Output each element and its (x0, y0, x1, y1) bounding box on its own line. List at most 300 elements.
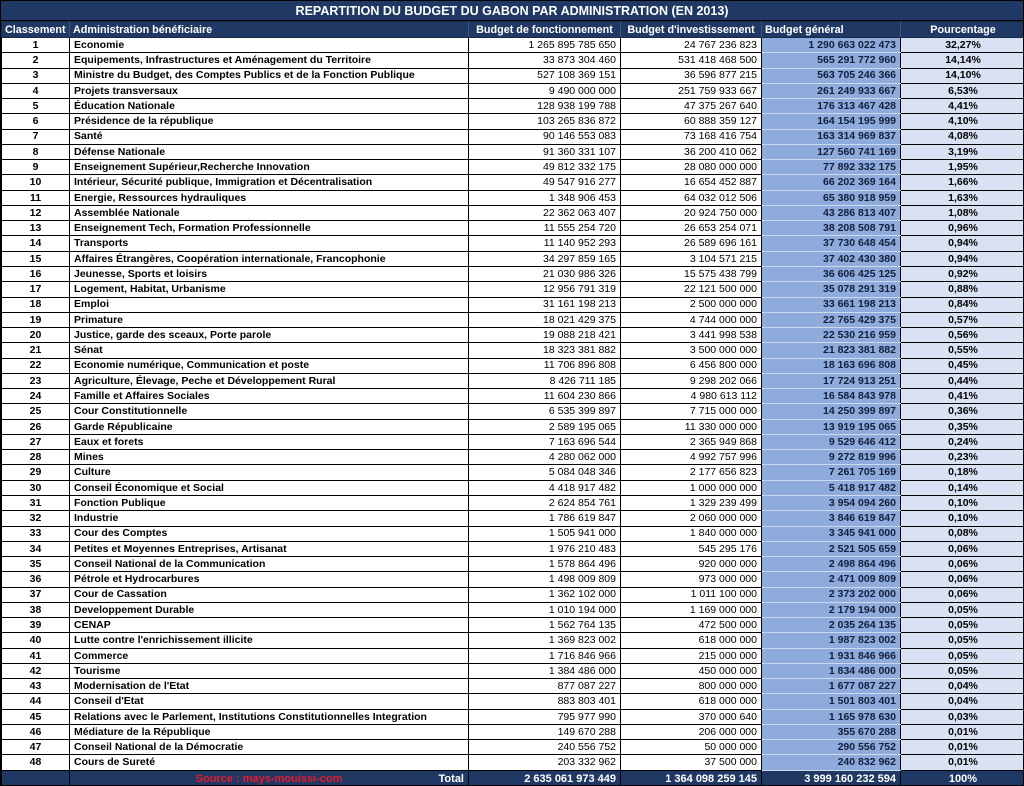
investissement-cell: 3 104 571 215 (621, 251, 762, 266)
table-header (2, 22, 1024, 38)
administration-cell: Energie, Ressources hydrauliques (70, 190, 469, 205)
pourcentage-cell: 32,27% (901, 38, 1024, 53)
investissement-cell: 47 375 267 640 (621, 99, 762, 114)
rank-cell: 37 (2, 587, 70, 602)
fonctionnement-cell: 1 348 906 453 (469, 190, 621, 205)
budget-general-cell: 22 530 216 959 (762, 328, 901, 343)
budget-general-cell: 5 418 917 482 (762, 480, 901, 495)
administration-cell: Conseil Économique et Social (70, 480, 469, 495)
budget-general-cell: 1 931 846 966 (762, 648, 901, 663)
pourcentage-cell: 1,08% (901, 205, 1024, 220)
budget-general-cell: 21 823 381 882 (762, 343, 901, 358)
table-row (2, 297, 1024, 312)
administration-cell: Eaux et forets (70, 434, 469, 449)
investissement-cell: 64 032 012 506 (621, 190, 762, 205)
table-row (2, 709, 1024, 724)
budget-general-cell: 35 078 291 319 (762, 282, 901, 297)
investissement-cell: 450 000 000 (621, 663, 762, 678)
investissement-cell: 26 653 254 071 (621, 221, 762, 236)
investissement-cell: 531 418 468 500 (621, 53, 762, 68)
investissement-cell: 1 169 000 000 (621, 602, 762, 617)
fonctionnement-cell: 22 362 063 407 (469, 205, 621, 220)
pourcentage-cell: 1,95% (901, 160, 1024, 175)
budget-general-cell: 18 163 696 808 (762, 358, 901, 373)
table-row (2, 129, 1024, 144)
budget-general-cell: 164 154 195 999 (762, 114, 901, 129)
rank-cell: 32 (2, 511, 70, 526)
pourcentage-cell: 0,84% (901, 297, 1024, 312)
investissement-cell: 472 500 000 (621, 618, 762, 633)
fonctionnement-cell: 2 624 854 761 (469, 495, 621, 510)
budget-general-cell: 2 035 264 135 (762, 618, 901, 633)
rank-cell: 48 (2, 755, 70, 770)
budget-general-cell: 9 529 646 412 (762, 434, 901, 449)
investissement-cell: 2 500 000 000 (621, 297, 762, 312)
administration-cell: Agriculture, Élevage, Peche et Développement Rural (70, 373, 469, 388)
investissement-cell: 73 168 416 754 (621, 129, 762, 144)
administration-cell: Présidence de la république (70, 114, 469, 129)
table-row (2, 434, 1024, 449)
table-row (2, 328, 1024, 343)
investissement-cell: 20 924 750 000 (621, 205, 762, 220)
pourcentage-cell: 0,03% (901, 709, 1024, 724)
pourcentage-cell: 0,36% (901, 404, 1024, 419)
administration-cell: Projets transversaux (70, 83, 469, 98)
budget-general-cell: 66 202 369 164 (762, 175, 901, 190)
rank-cell: 15 (2, 251, 70, 266)
administration-cell: Garde Républicaine (70, 419, 469, 434)
table-row (2, 251, 1024, 266)
rank-cell: 8 (2, 144, 70, 159)
pourcentage-cell: 0,94% (901, 236, 1024, 251)
rank-cell: 35 (2, 557, 70, 572)
administration-cell: Cour Constitutionnelle (70, 404, 469, 419)
investissement-cell: 3 500 000 000 (621, 343, 762, 358)
budget-general-cell: 261 249 933 667 (762, 83, 901, 98)
pourcentage-cell: 0,92% (901, 266, 1024, 281)
fonctionnement-cell: 527 108 369 151 (469, 68, 621, 83)
administration-cell: Relations avec le Parlement, Institutions Constitutionnelles Integration (70, 709, 469, 724)
table-row (2, 373, 1024, 388)
pourcentage-cell: 0,24% (901, 434, 1024, 449)
fonctionnement-cell: 18 323 381 882 (469, 343, 621, 358)
investissement-cell: 4 992 757 996 (621, 450, 762, 465)
investissement-cell: 215 000 000 (621, 648, 762, 663)
fonctionnement-cell: 1 265 895 785 650 (469, 38, 621, 53)
fonctionnement-cell: 12 956 791 319 (469, 282, 621, 297)
budget-general-cell: 37 402 430 380 (762, 251, 901, 266)
administration-cell: Pétrole et Hydrocarbures (70, 572, 469, 587)
budget-general-cell: 1 165 978 630 (762, 709, 901, 724)
fonctionnement-cell: 1 010 194 000 (469, 602, 621, 617)
administration-cell: Affaires Étrangères, Coopération internationale, Francophonie (70, 251, 469, 266)
administration-cell: Enseignement Tech, Formation Professionnelle (70, 221, 469, 236)
fonctionnement-cell: 49 547 916 277 (469, 175, 621, 190)
budget-general-cell: 563 705 246 366 (762, 68, 901, 83)
investissement-cell: 50 000 000 (621, 740, 762, 755)
rank-cell: 3 (2, 68, 70, 83)
investissement-cell: 3 441 998 538 (621, 328, 762, 343)
table-row (2, 205, 1024, 220)
pourcentage-cell: 0,45% (901, 358, 1024, 373)
table-row (2, 755, 1024, 770)
pourcentage-cell: 0,96% (901, 221, 1024, 236)
administration-cell: Economie (70, 38, 469, 53)
fonctionnement-cell: 11 604 230 866 (469, 389, 621, 404)
table-row (2, 648, 1024, 663)
investissement-cell: 4 980 613 112 (621, 389, 762, 404)
administration-cell: Primature (70, 312, 469, 327)
fonctionnement-cell: 883 803 401 (469, 694, 621, 709)
table-row (2, 602, 1024, 617)
pourcentage-cell: 14,10% (901, 68, 1024, 83)
budget-general-cell: 77 892 332 175 (762, 160, 901, 175)
investissement-cell: 22 121 500 000 (621, 282, 762, 297)
investissement-cell: 545 295 176 (621, 541, 762, 556)
fonctionnement-cell: 1 716 846 966 (469, 648, 621, 663)
investissement-cell: 9 298 202 066 (621, 373, 762, 388)
table-row (2, 99, 1024, 114)
budget-general-cell: 37 730 648 454 (762, 236, 901, 251)
rank-cell: 40 (2, 633, 70, 648)
investissement-cell: 206 000 000 (621, 724, 762, 739)
budget-general-cell: 16 584 843 978 (762, 389, 901, 404)
fonctionnement-cell: 18 021 429 375 (469, 312, 621, 327)
budget-general-cell: 3 345 941 000 (762, 526, 901, 541)
pourcentage-cell: 3,19% (901, 144, 1024, 159)
fonctionnement-cell: 49 812 332 175 (469, 160, 621, 175)
table-row (2, 114, 1024, 129)
rank-cell: 16 (2, 266, 70, 281)
table-row (2, 358, 1024, 373)
rank-cell: 6 (2, 114, 70, 129)
investissement-cell: 16 654 452 887 (621, 175, 762, 190)
table-row (2, 419, 1024, 434)
rank-cell: 2 (2, 53, 70, 68)
page-title: REPARTITION DU BUDGET DU GABON PAR ADMINISTRATION (EN 2013) (1, 1, 1023, 21)
table-row (2, 68, 1024, 83)
pourcentage-cell: 0,08% (901, 526, 1024, 541)
administration-cell: Modernisation de l'Etat (70, 679, 469, 694)
rank-cell: 46 (2, 724, 70, 739)
pourcentage-cell: 0,56% (901, 328, 1024, 343)
pourcentage-cell: 4,08% (901, 129, 1024, 144)
pourcentage-cell: 0,05% (901, 633, 1024, 648)
pourcentage-cell: 1,66% (901, 175, 1024, 190)
table-row (2, 572, 1024, 587)
administration-cell: Sénat (70, 343, 469, 358)
rank-cell: 41 (2, 648, 70, 663)
column-header-pourcentage: Pourcentage (901, 22, 1024, 38)
rank-cell: 26 (2, 419, 70, 434)
pourcentage-cell: 0,94% (901, 251, 1024, 266)
table-row (2, 53, 1024, 68)
fonctionnement-cell: 149 670 288 (469, 724, 621, 739)
administration-cell: Assemblée Nationale (70, 205, 469, 220)
rank-cell: 20 (2, 328, 70, 343)
fonctionnement-cell: 31 161 198 213 (469, 297, 621, 312)
rank-cell: 39 (2, 618, 70, 633)
rank-cell: 33 (2, 526, 70, 541)
rank-cell: 28 (2, 450, 70, 465)
fonctionnement-cell: 7 163 696 544 (469, 434, 621, 449)
table-row (2, 495, 1024, 510)
table-row (2, 266, 1024, 281)
pourcentage-cell: 0,57% (901, 312, 1024, 327)
investissement-cell: 28 080 000 000 (621, 160, 762, 175)
fonctionnement-cell: 6 535 399 897 (469, 404, 621, 419)
administration-cell: Conseil National de la Communication (70, 557, 469, 572)
budget-general-cell: 1 834 486 000 (762, 663, 901, 678)
table-row (2, 175, 1024, 190)
investissement-cell: 1 329 239 499 (621, 495, 762, 510)
total-fonctionnement: 2 635 061 973 449 (469, 770, 621, 786)
table-row (2, 587, 1024, 602)
budget-general-cell: 163 314 969 837 (762, 129, 901, 144)
pourcentage-cell: 0,05% (901, 648, 1024, 663)
fonctionnement-cell: 4 418 917 482 (469, 480, 621, 495)
investissement-cell: 15 575 438 799 (621, 266, 762, 281)
fonctionnement-cell: 9 490 000 000 (469, 83, 621, 98)
investissement-cell: 2 060 000 000 (621, 511, 762, 526)
investissement-cell: 37 500 000 (621, 755, 762, 770)
fonctionnement-cell: 5 084 048 346 (469, 465, 621, 480)
table-row (2, 694, 1024, 709)
administration-cell: Culture (70, 465, 469, 480)
fonctionnement-cell: 11 706 896 808 (469, 358, 621, 373)
administration-cell: Logement, Habitat, Urbanisme (70, 282, 469, 297)
table-row (2, 465, 1024, 480)
budget-general-cell: 43 286 813 407 (762, 205, 901, 220)
table-row (2, 679, 1024, 694)
table-row (2, 618, 1024, 633)
pourcentage-cell: 6,53% (901, 83, 1024, 98)
pourcentage-cell: 0,06% (901, 587, 1024, 602)
budget-general-cell: 240 832 962 (762, 755, 901, 770)
rank-cell: 43 (2, 679, 70, 694)
fonctionnement-cell: 203 332 962 (469, 755, 621, 770)
rank-cell: 9 (2, 160, 70, 175)
administration-cell: Fonction Publique (70, 495, 469, 510)
budget-general-cell: 65 380 918 959 (762, 190, 901, 205)
budget-general-cell: 127 560 741 169 (762, 144, 901, 159)
administration-cell: Conseil d'Etat (70, 694, 469, 709)
administration-cell: Intérieur, Sécurité publique, Immigration et Décentralisation (70, 175, 469, 190)
table-row (2, 557, 1024, 572)
rank-cell: 42 (2, 663, 70, 678)
investissement-cell: 6 456 800 000 (621, 358, 762, 373)
pourcentage-cell: 0,06% (901, 541, 1024, 556)
rank-cell: 10 (2, 175, 70, 190)
total-row (2, 770, 1024, 786)
table-row (2, 389, 1024, 404)
table-row (2, 526, 1024, 541)
table-row (2, 160, 1024, 175)
column-header-classement: Classement (2, 22, 70, 38)
table-row (2, 450, 1024, 465)
administration-cell: Jeunesse, Sports et loisirs (70, 266, 469, 281)
fonctionnement-cell: 1 505 941 000 (469, 526, 621, 541)
budget-general-cell: 7 261 705 169 (762, 465, 901, 480)
rank-cell: 7 (2, 129, 70, 144)
fonctionnement-cell: 33 873 304 460 (469, 53, 621, 68)
investissement-cell: 4 744 000 000 (621, 312, 762, 327)
pourcentage-cell: 0,04% (901, 694, 1024, 709)
budget-general-cell: 1 501 803 401 (762, 694, 901, 709)
investissement-cell: 11 330 000 000 (621, 419, 762, 434)
pourcentage-cell: 0,10% (901, 495, 1024, 510)
investissement-cell: 920 000 000 (621, 557, 762, 572)
investissement-cell: 2 177 656 823 (621, 465, 762, 480)
rank-cell: 30 (2, 480, 70, 495)
administration-cell: Mines (70, 450, 469, 465)
budget-general-cell: 290 556 752 (762, 740, 901, 755)
fonctionnement-cell: 11 555 254 720 (469, 221, 621, 236)
fonctionnement-cell: 11 140 952 293 (469, 236, 621, 251)
rank-cell: 31 (2, 495, 70, 510)
budget-general-cell: 33 661 198 213 (762, 297, 901, 312)
investissement-cell: 7 715 000 000 (621, 404, 762, 419)
table-row (2, 83, 1024, 98)
budget-general-cell: 3 846 619 847 (762, 511, 901, 526)
investissement-cell: 973 000 000 (621, 572, 762, 587)
total-label: Total (438, 772, 464, 785)
pourcentage-cell: 0,10% (901, 511, 1024, 526)
pourcentage-cell: 0,04% (901, 679, 1024, 694)
budget-general-cell: 1 290 663 022 473 (762, 38, 901, 53)
total-pourcentage: 100% (901, 770, 1024, 786)
investissement-cell: 36 596 877 215 (621, 68, 762, 83)
pourcentage-cell: 0,05% (901, 602, 1024, 617)
rank-cell: 18 (2, 297, 70, 312)
administration-cell: Éducation Nationale (70, 99, 469, 114)
budget-general-cell: 1 677 087 227 (762, 679, 901, 694)
pourcentage-cell: 0,18% (901, 465, 1024, 480)
rank-cell: 36 (2, 572, 70, 587)
table-row (2, 190, 1024, 205)
fonctionnement-cell: 91 360 331 107 (469, 144, 621, 159)
administration-cell: Economie numérique, Communication et poste (70, 358, 469, 373)
table-row (2, 343, 1024, 358)
administration-cell: Cours de Sureté (70, 755, 469, 770)
fonctionnement-cell: 1 384 486 000 (469, 663, 621, 678)
administration-cell: Défense Nationale (70, 144, 469, 159)
rank-cell: 47 (2, 740, 70, 755)
investissement-cell: 251 759 933 667 (621, 83, 762, 98)
budget-general-cell: 2 373 202 000 (762, 587, 901, 602)
pourcentage-cell: 4,41% (901, 99, 1024, 114)
rank-cell: 27 (2, 434, 70, 449)
fonctionnement-cell: 2 589 195 065 (469, 419, 621, 434)
investissement-cell: 1 840 000 000 (621, 526, 762, 541)
table-footer (2, 770, 1024, 786)
pourcentage-cell: 4,10% (901, 114, 1024, 129)
budget-general-cell: 176 313 467 428 (762, 99, 901, 114)
administration-cell: Cour des Comptes (70, 526, 469, 541)
administration-cell: Ministre du Budget, des Comptes Publics et de la Fonction Publique (70, 68, 469, 83)
total-row-empty-cell (2, 770, 70, 786)
table-row (2, 38, 1024, 53)
pourcentage-cell: 0,23% (901, 450, 1024, 465)
table-row (2, 663, 1024, 678)
rank-cell: 21 (2, 343, 70, 358)
fonctionnement-cell: 8 426 711 185 (469, 373, 621, 388)
table-row (2, 511, 1024, 526)
fonctionnement-cell: 1 362 102 000 (469, 587, 621, 602)
administration-cell: Lutte contre l'enrichissement illicite (70, 633, 469, 648)
table-row (2, 144, 1024, 159)
table-row (2, 541, 1024, 556)
pourcentage-cell: 0,55% (901, 343, 1024, 358)
fonctionnement-cell: 1 976 210 483 (469, 541, 621, 556)
pourcentage-cell: 0,05% (901, 618, 1024, 633)
budget-general-cell: 13 919 195 065 (762, 419, 901, 434)
table-row (2, 282, 1024, 297)
header-row (2, 22, 1024, 38)
budget-table (1, 21, 1024, 786)
administration-cell: Conseil National de la Démocratie (70, 740, 469, 755)
administration-cell: Industrie (70, 511, 469, 526)
source-note: Source : mays-mouissi-com (195, 772, 343, 785)
column-header-investissement: Budget d'investissement (621, 22, 762, 38)
investissement-cell: 36 200 410 062 (621, 144, 762, 159)
rank-cell: 25 (2, 404, 70, 419)
column-header-fonctionnement: Budget de fonctionnement (469, 22, 621, 38)
investissement-cell: 24 767 236 823 (621, 38, 762, 53)
pourcentage-cell: 1,63% (901, 190, 1024, 205)
investissement-cell: 370 000 640 (621, 709, 762, 724)
total-budget-general: 3 999 160 232 594 (762, 770, 901, 786)
pourcentage-cell: 0,06% (901, 572, 1024, 587)
table-row (2, 312, 1024, 327)
pourcentage-cell: 0,88% (901, 282, 1024, 297)
administration-cell: Médiature de la République (70, 724, 469, 739)
investissement-cell: 2 365 949 868 (621, 434, 762, 449)
rank-cell: 13 (2, 221, 70, 236)
rank-cell: 34 (2, 541, 70, 556)
pourcentage-cell: 0,01% (901, 740, 1024, 755)
rank-cell: 1 (2, 38, 70, 53)
pourcentage-cell: 0,44% (901, 373, 1024, 388)
total-investissement: 1 364 098 259 145 (621, 770, 762, 786)
table-row (2, 480, 1024, 495)
rank-cell: 12 (2, 205, 70, 220)
rank-cell: 14 (2, 236, 70, 251)
budget-general-cell: 2 521 505 659 (762, 541, 901, 556)
budget-general-cell: 38 208 508 791 (762, 221, 901, 236)
rank-cell: 17 (2, 282, 70, 297)
rank-cell: 24 (2, 389, 70, 404)
pourcentage-cell: 0,35% (901, 419, 1024, 434)
table-row (2, 633, 1024, 648)
pourcentage-cell: 14,14% (901, 53, 1024, 68)
administration-cell: Famille et Affaires Sociales (70, 389, 469, 404)
budget-general-cell: 14 250 399 897 (762, 404, 901, 419)
table-row (2, 724, 1024, 739)
investissement-cell: 800 000 000 (621, 679, 762, 694)
rank-cell: 29 (2, 465, 70, 480)
budget-general-cell: 565 291 772 960 (762, 53, 901, 68)
pourcentage-cell: 0,01% (901, 755, 1024, 770)
fonctionnement-cell: 240 556 752 (469, 740, 621, 755)
budget-general-cell: 1 987 823 002 (762, 633, 901, 648)
total-row-label-cell (70, 770, 469, 786)
fonctionnement-cell: 1 562 764 135 (469, 618, 621, 633)
rank-cell: 44 (2, 694, 70, 709)
investissement-cell: 1 011 100 000 (621, 587, 762, 602)
budget-general-cell: 17 724 913 251 (762, 373, 901, 388)
pourcentage-cell: 0,01% (901, 724, 1024, 739)
